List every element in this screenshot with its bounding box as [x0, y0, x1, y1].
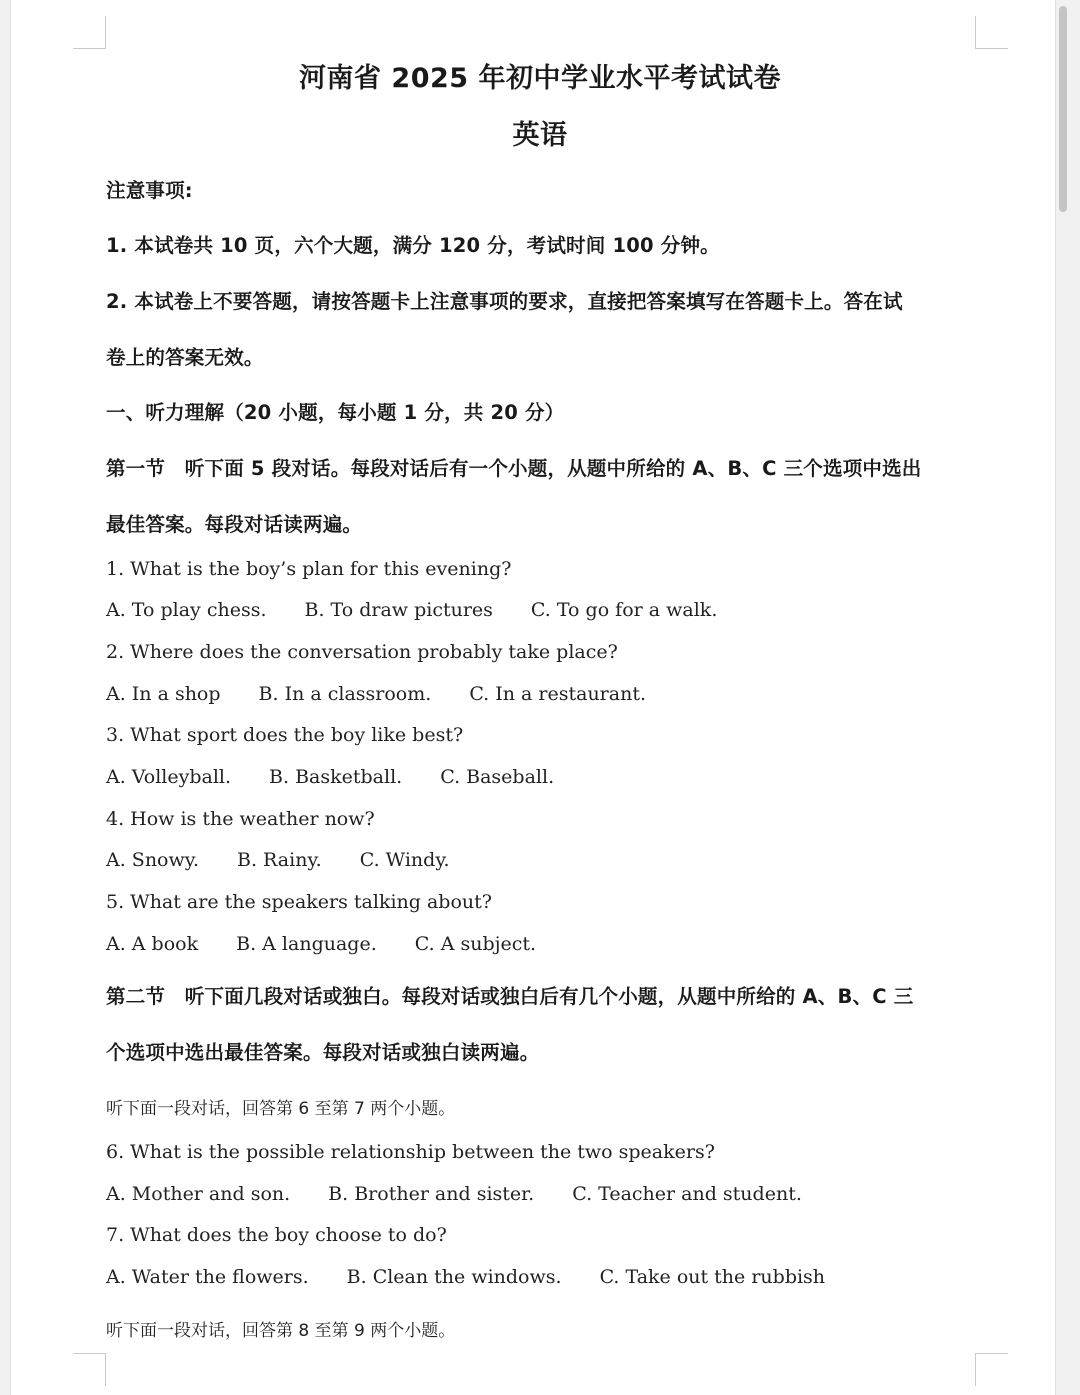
question-4-options	[106, 849, 488, 871]
notice-item-2-line-1: 2. 本试卷上不要答题，请按答题卡上注意事项的要求，直接把答案填写在答题卡上。答在试	[106, 290, 903, 313]
question-6-option-b: B. Brother and sister.	[328, 1183, 535, 1205]
question-5: 5. What are the speakers talking about?	[106, 891, 492, 913]
question-4-option-a: A. Snowy.	[106, 849, 200, 871]
question-4-option-b: B. Rainy.	[237, 849, 322, 871]
crop-mark-top-right	[975, 16, 1008, 49]
question-2-option-a: A. In a shop	[106, 683, 221, 705]
section-1-instruction-line-2: 最佳答案。每段对话读两遍。	[106, 513, 363, 536]
part-1-heading: 一、听力理解（20 小题，每小题 1 分，共 20 分）	[106, 401, 565, 424]
question-3: 3. What sport does the boy like best?	[106, 724, 464, 746]
crop-mark-top-left	[73, 16, 106, 49]
question-7-option-c: C. Take out the rubbish	[599, 1266, 826, 1288]
exam-title: 河南省 2025 年初中学业水平考试试卷	[299, 63, 781, 94]
question-3-option-c: C. Baseball.	[440, 766, 555, 788]
section-1-instruction-line-1: 第一节 听下面 5 段对话。每段对话后有一个小题，从题中所给的 A、B、C 三个选项中选出	[106, 457, 922, 480]
question-7-option-b: B. Clean the windows.	[346, 1266, 562, 1288]
question-2: 2. Where does the conversation probably take place?	[106, 641, 618, 663]
exam-subject: 英语	[512, 120, 568, 151]
listening-instruction-8-9: 听下面一段对话，回答第 8 至第 9 两个小题。	[106, 1321, 456, 1341]
question-3-option-b: B. Basketball.	[269, 766, 403, 788]
question-1-option-b: B. To draw pictures	[304, 599, 493, 621]
question-1-option-c: C. To go for a walk.	[530, 599, 718, 621]
question-5-option-a: A. A book	[106, 933, 199, 955]
section-2-instruction-line-1: 第二节 听下面几段对话或独白。每段对话或独白后有几个小题，从题中所给的 A、B、C 三	[106, 985, 914, 1008]
vertical-scrollbar[interactable]	[1056, 0, 1068, 1395]
question-7: 7. What does the boy choose to do?	[106, 1224, 447, 1246]
question-2-option-c: C. In a restaurant.	[469, 683, 646, 705]
section-2-instruction-line-2: 个选项中选出最佳答案。每段对话或独白读两遍。	[106, 1041, 540, 1064]
question-1-option-a: A. To play chess.	[106, 599, 267, 621]
question-3-options	[106, 766, 592, 788]
question-3-option-a: A. Volleyball.	[106, 766, 232, 788]
scrollbar-thumb[interactable]	[1059, 6, 1067, 212]
question-6-option-c: C. Teacher and student.	[572, 1183, 802, 1205]
question-6-options	[106, 1183, 840, 1205]
question-5-options	[106, 933, 574, 955]
notice-item-2-line-2: 卷上的答案无效。	[106, 346, 264, 369]
question-1: 1. What is the boy’s plan for this evening?	[106, 558, 512, 580]
notice-heading: 注意事项:	[106, 179, 193, 202]
question-1-options	[106, 599, 755, 621]
question-5-option-b: B. A language.	[236, 933, 377, 955]
question-6-option-a: A. Mother and son.	[106, 1183, 291, 1205]
question-4-option-c: C. Windy.	[359, 849, 450, 871]
crop-mark-bottom-left	[73, 1353, 106, 1386]
listening-instruction-6-7: 听下面一段对话，回答第 6 至第 7 两个小题。	[106, 1099, 456, 1119]
crop-mark-bottom-right	[975, 1353, 1008, 1386]
notice-item-1: 1. 本试卷共 10 页，六个大题，满分 120 分，考试时间 100 分钟。	[106, 234, 720, 257]
question-7-options	[106, 1266, 863, 1288]
question-6: 6. What is the possible relationship between the two speakers?	[106, 1141, 715, 1163]
question-5-option-c: C. A subject.	[414, 933, 537, 955]
question-4: 4. How is the weather now?	[106, 808, 375, 830]
question-7-option-a: A. Water the flowers.	[106, 1266, 309, 1288]
question-2-options	[106, 683, 684, 705]
question-2-option-b: B. In a classroom.	[258, 683, 432, 705]
